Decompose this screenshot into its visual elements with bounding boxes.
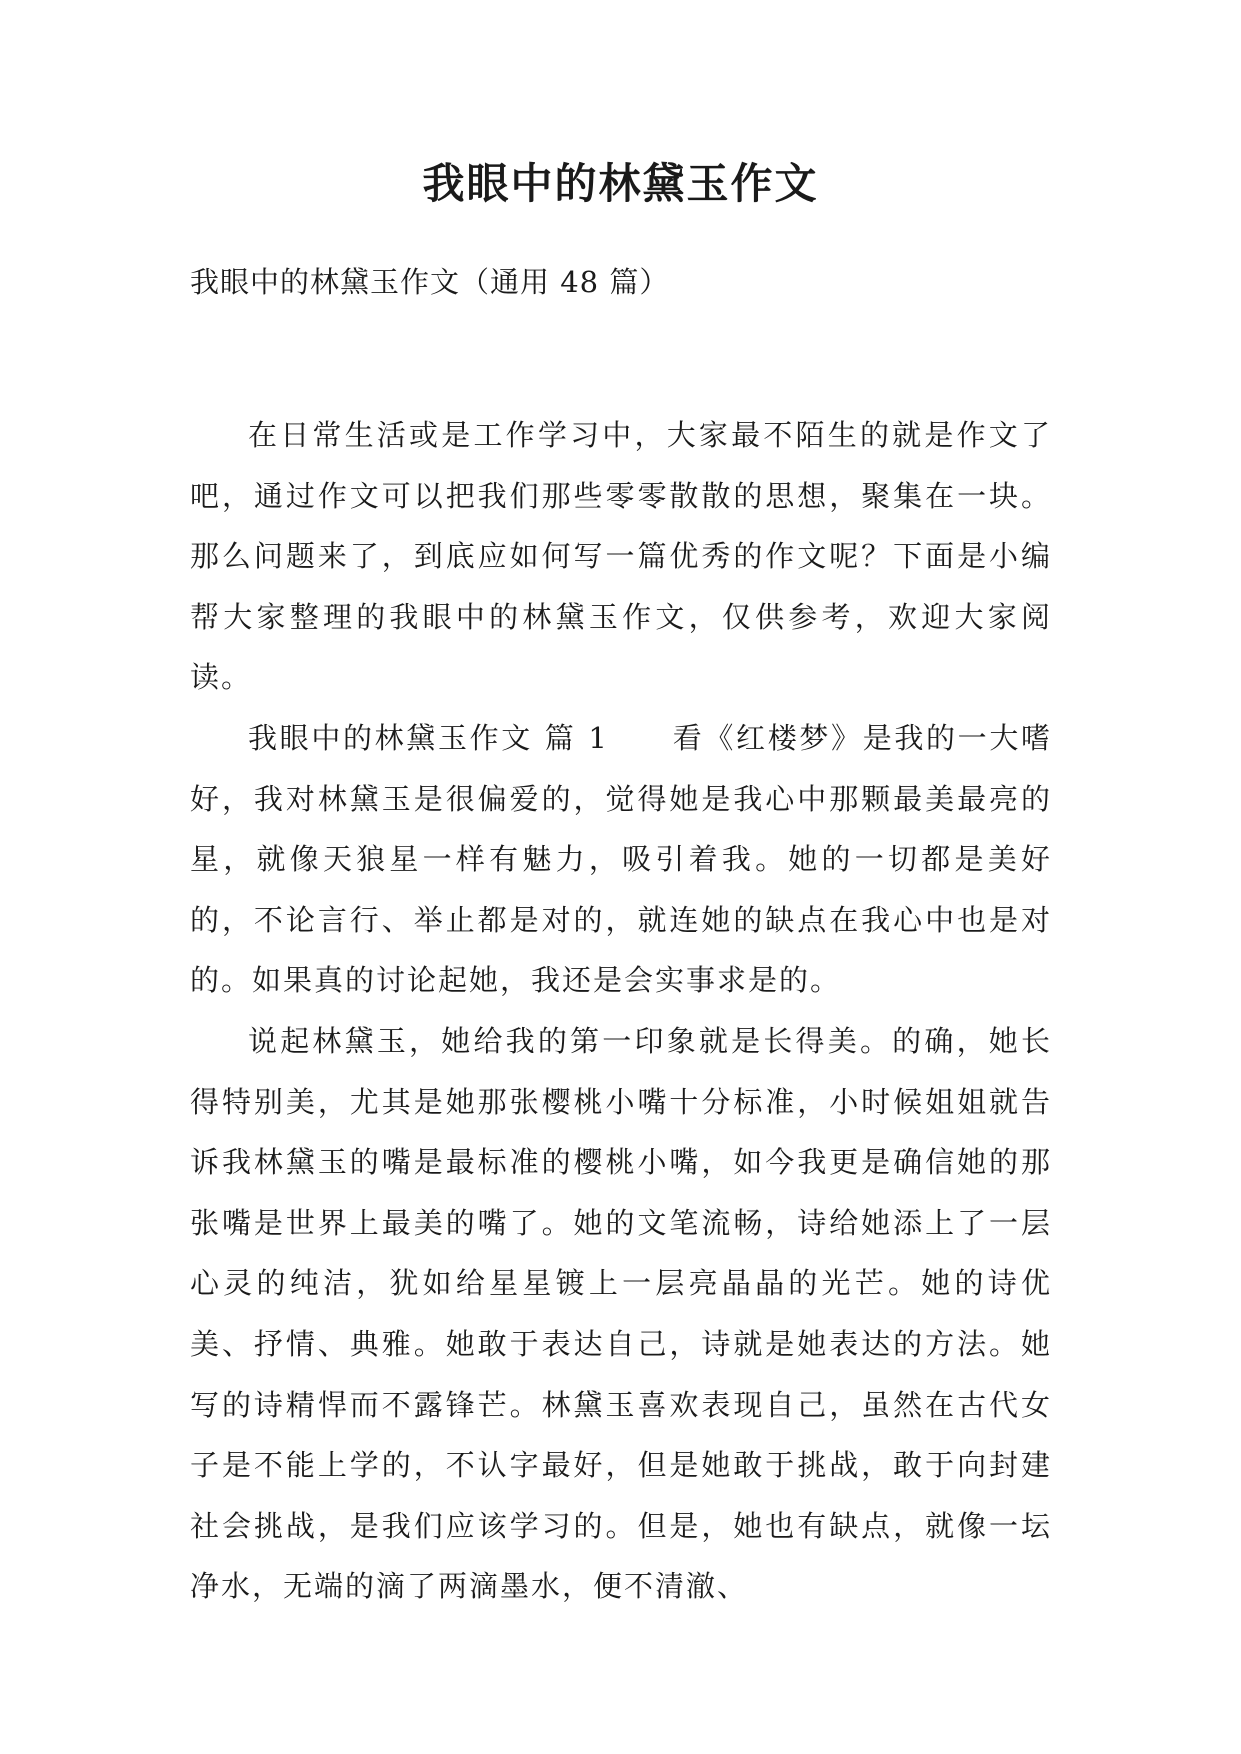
document-title: 我眼中的林黛玉作文 — [422, 159, 819, 208]
paragraph-intro: 在日常生活或是工作学习中，大家最不陌生的就是作文了吧，通过作文可以把我们那些零零散散的思想，聚集在一块。那么问题来了，到底应如何写一篇优秀的作文呢？下面是小编帮大家整理的我眼中的林黛玉作文，仅供参考，欢迎大家阅读。 — [190, 418, 1052, 695]
document-subtitle: 我眼中的林黛玉作文（通用 48 篇） — [190, 265, 670, 299]
document-body — [190, 405, 1052, 1617]
paragraph-essay-1-body: 说起林黛玉，她给我的第一印象就是长得美。的确，她长得特别美，尤其是她那张樱桃小嘴十分标准，小时候姐姐就告诉我林黛玉的嘴是最标准的樱桃小嘴，如今我更是确信她的那张嘴是世界上最美的嘴了。她的文笔流畅，诗给她添上了一层心灵的纯洁，犹如给星星镀上一层亮晶晶的光芒。她的诗优美、抒情、典雅。她敢于表达自己，诗就是她表达的方法。她写的诗精悍而不露锋芒。林黛玉喜欢表现自己，虽然在古代女子是不能上学的，不认字最好，但是她敢于挑战，敢于向封建社会挑战，是我们应该学习的。但是，她也有缺点，就像一坛净水，无端的滴了两滴墨水，便不清澈、 — [190, 1023, 1052, 1604]
paragraph-essay-1-opening: 我眼中的林黛玉作文 篇 1 看《红楼梦》是我的一大嗜好，我对林黛玉是很偏爱的，觉得她是我心中那颗最美最亮的星，就像天狼星一样有魅力，吸引着我。她的一切都是美好的，不论言行、举止都是对的，就连她的缺点在我心中也是对的。如果真的讨论起她，我还是会实事求是的。 — [190, 720, 1052, 998]
